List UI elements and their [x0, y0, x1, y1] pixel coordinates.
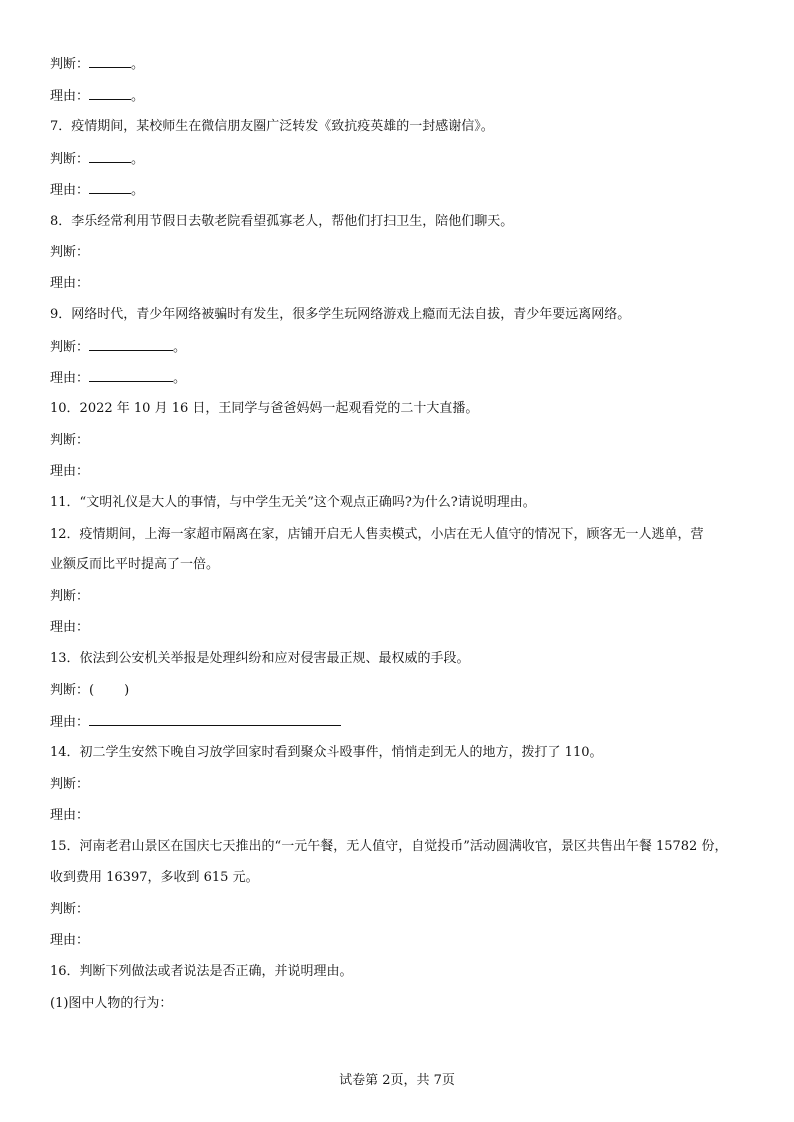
answer-blank[interactable] — [89, 181, 131, 194]
answer-line-judgment: 判断： — [50, 589, 90, 604]
answer-line-reason: 理由： — [50, 464, 90, 479]
question-9: 9．网络时代，青少年网络被骗时有发生，很多学生玩网络游戏上瘾而无法自拔，青少年要远离网络。 — [50, 307, 631, 322]
answer-blank[interactable] — [89, 55, 131, 68]
question-7: 7．疫情期间，某校师生在微信朋友圈广泛转发《致抗疫英雄的一封感谢信》。 — [50, 119, 494, 134]
answer-line-reason: 理由： — [50, 620, 90, 635]
answer-line-reason: 理由： — [50, 933, 90, 948]
question-14: 14．初二学生安然下晚自习放学回家时看到聚众斗殴事件，悄悄走到无人的地方，拨打了 110。 — [50, 745, 603, 760]
answer-line-judgment: 判断： — [50, 902, 90, 917]
answer-line-judgment: 判断： 。 — [50, 57, 145, 72]
answer-line-judgment: 判断： 。 — [50, 340, 187, 355]
answer-blank[interactable] — [89, 150, 131, 163]
answer-line-judgment: 判断： — [50, 433, 90, 448]
answer-line-reason: 理由： — [50, 713, 750, 732]
answer-line-reason: 理由： 。 — [50, 89, 145, 104]
answer-blank[interactable] — [89, 87, 131, 100]
answer-line-reason: 理由： — [50, 808, 90, 823]
answer-blank[interactable] — [89, 338, 173, 351]
answer-blank[interactable] — [89, 369, 173, 382]
question-16: 16．判断下列做法或者说法是否正确，并说明理由。 — [50, 964, 353, 979]
question-11: 11．“文明礼仪是大人的事情，与中学生无关”这个观点正确吗?为什么?请说明理由。 — [50, 495, 536, 510]
question-15-line-2: 收到费用 16397，多收到 615 元。 — [50, 870, 259, 885]
answer-line-reason: 理由： — [50, 276, 90, 291]
answer-line-judgment: 判断： 。 — [50, 152, 145, 167]
answer-line-reason: 理由： 。 — [50, 371, 187, 386]
question-10: 10．2022 年 10 月 16 日，王同学与爸爸妈妈一起观看党的二十大直播。 — [50, 401, 479, 416]
page-footer: 试卷第 2页，共 7页 — [339, 1073, 455, 1088]
question-16-part-1: (1)图中人物的行为： — [50, 996, 173, 1011]
answer-line-judgment: 判断： — [50, 245, 90, 260]
question-13: 13．依法到公安机关举报是处理纠纷和应对侵害最正规、最权威的手段。 — [50, 651, 470, 666]
answer-line-judgment: 判断：( ) — [50, 683, 130, 698]
answer-line-reason: 理由： 。 — [50, 183, 145, 198]
question-8: 8．李乐经常利用节假日去敬老院看望孤寡老人，帮他们打扫卫生，陪他们聊天。 — [50, 214, 514, 229]
answer-blank[interactable] — [89, 713, 341, 726]
question-12-line-1: 12．疫情期间，上海一家超市隔离在家，店铺开启无人售卖模式，小店在无人值守的情况下，顾客无一人逃单，营 — [50, 527, 704, 542]
answer-line-judgment: 判断： — [50, 777, 90, 792]
question-12-line-2: 业额反而比平时提高了一倍。 — [50, 557, 220, 572]
question-15-line-1: 15．河南老君山景区在国庆七天推出的“一元午餐，无人值守，自觉投币”活动圆满收官，景区共售出午餐 15782 份， — [50, 839, 728, 854]
